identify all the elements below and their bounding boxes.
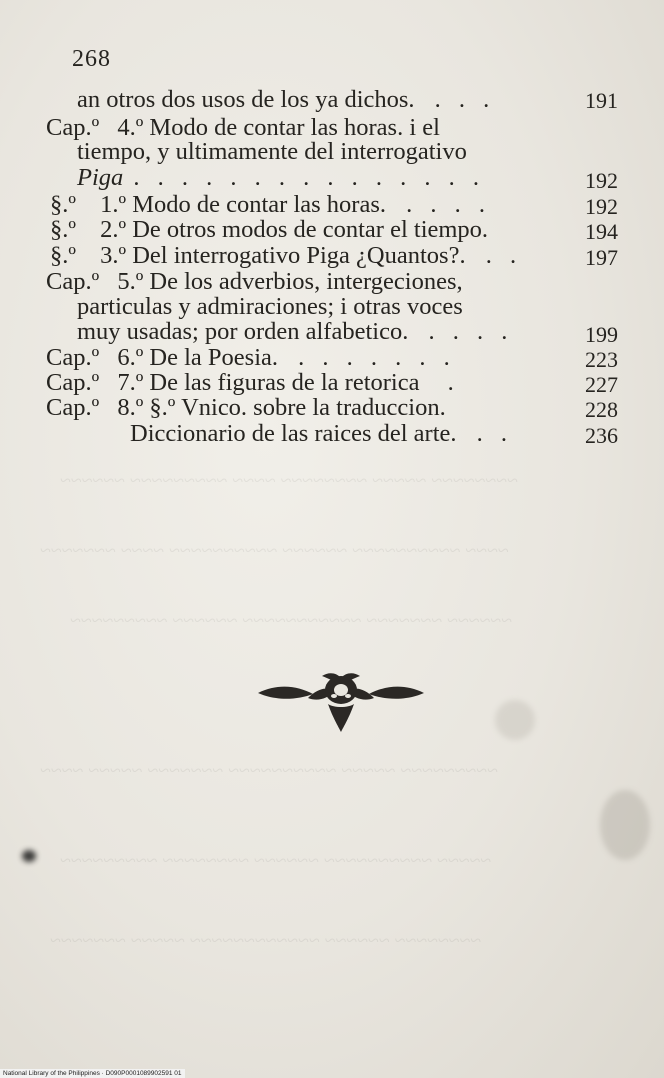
toc-entry-label: §.º bbox=[50, 216, 76, 243]
toc-entry bbox=[77, 140, 467, 164]
toc-entry bbox=[50, 218, 488, 242]
toc-entry bbox=[77, 88, 495, 112]
leader-dots: . . . . bbox=[428, 318, 514, 345]
ink-spot bbox=[22, 850, 36, 862]
show-through-texture: ~~~~ ~~~~~~~~~~ ~~~~~~ ~~~~~~~~~~ ~~~~ ~~~~~~~ bbox=[40, 540, 509, 562]
show-through-texture: ~~~~~~ ~~~~~~~ ~~~~~~~~~~~ ~~~~~~ ~~~~~~~~~ bbox=[70, 610, 512, 632]
toc-page-number: 192 bbox=[585, 194, 618, 219]
show-through-texture: ~~~~~~~~ ~~~~~~ ~~~~~~~~~~~~ ~~~~~ ~~~~~~~ bbox=[50, 930, 482, 952]
toc-entry-label: Cap.º bbox=[46, 344, 100, 371]
toc-page-number: 236 bbox=[585, 423, 618, 448]
toc-entry bbox=[46, 116, 440, 140]
toc-page-number: 227 bbox=[585, 372, 618, 397]
toc-entry bbox=[50, 193, 491, 217]
toc-entry-text: Diccionario de las raices del arte. bbox=[130, 420, 457, 447]
toc-page-number: 199 bbox=[585, 322, 618, 347]
toc-entry bbox=[46, 371, 460, 395]
toc-page-number: 228 bbox=[585, 397, 618, 422]
toc-entry-text: 2.º De otros modos de contar el tiempo. bbox=[100, 216, 489, 243]
toc-entry-label: Cap.º bbox=[46, 114, 100, 141]
toc-entry-text: 1.º Modo de contar las horas. bbox=[100, 191, 386, 218]
toc-entry-text: 4.º Modo de contar las horas. i el bbox=[117, 114, 440, 141]
leader-dots: . bbox=[447, 369, 460, 396]
toc-entry-label: §.º bbox=[50, 191, 76, 218]
toc-entry-text: 6.º De la Poesia. bbox=[117, 344, 278, 371]
toc-page-number: 192 bbox=[585, 168, 618, 193]
toc-entry-text: 3.º Del interrogativo Piga ¿Quantos?. bbox=[100, 242, 466, 269]
toc-entry-text: 7.º De las figuras de la retorica bbox=[117, 369, 420, 396]
toc-entry-text: muy usadas; por orden alfabetico. bbox=[77, 318, 409, 345]
toc-page-number: 223 bbox=[585, 347, 618, 372]
toc-entry-text: an otros dos usos de los ya dichos. bbox=[77, 86, 415, 113]
leader-dots: . . . . . . . . . . . . . . . bbox=[133, 164, 486, 191]
toc-entry-text: Piga bbox=[77, 164, 124, 191]
floral-tailpiece-icon bbox=[258, 668, 424, 734]
toc-entry-text: tiempo, y ultimamente del interrogativo bbox=[77, 138, 467, 165]
toc-entry bbox=[130, 422, 513, 446]
toc-entry-text: particulas y admiraciones; i otras voces bbox=[77, 293, 463, 320]
toc-page-number: 197 bbox=[585, 245, 618, 270]
paper-stain bbox=[600, 790, 650, 860]
toc-entry bbox=[77, 295, 463, 319]
toc-entry bbox=[77, 320, 513, 344]
page-number: 268 bbox=[72, 46, 111, 72]
toc-page-number: 191 bbox=[585, 88, 618, 113]
leader-dots: . . bbox=[485, 242, 523, 269]
toc-entry bbox=[46, 396, 446, 420]
paper-stain bbox=[495, 700, 535, 740]
leader-dots: . . bbox=[476, 420, 514, 447]
leader-dots: . . . bbox=[434, 86, 496, 113]
toc-entry bbox=[46, 270, 463, 294]
toc-entry bbox=[77, 166, 485, 190]
toc-entry-label: §.º bbox=[50, 242, 76, 269]
leader-dots: . . . . bbox=[406, 191, 491, 218]
toc-entry-text: 8.º §.º Vnico. sobre la traduccion. bbox=[117, 394, 446, 421]
toc-entry-label: Cap.º bbox=[46, 394, 100, 421]
toc-entry-label: Cap.º bbox=[46, 268, 100, 295]
toc-entry-text: 5.º De los adverbios, intergeciones, bbox=[117, 268, 463, 295]
toc-page-number: 194 bbox=[585, 219, 618, 244]
toc-entry bbox=[46, 346, 456, 370]
show-through-texture: ~~~~~ ~~~~~~~~~~ ~~~~~~ ~~~~~~~~ ~~~~~~~~~ bbox=[60, 850, 492, 872]
leader-dots: . . . . . . . bbox=[298, 344, 456, 371]
toc-entry bbox=[50, 244, 522, 268]
show-through-texture: ~~~~~~~~~ ~~~~~ ~~~~~~~~~~ ~~~~~~~ ~~~~~ ~~~~ bbox=[40, 760, 498, 782]
show-through-texture: ~~~~~~~~ ~~~~~ ~~~~~~~~ ~~~~ ~~~~~~~~~ ~~~~~~ bbox=[60, 470, 518, 492]
toc-entry-label: Cap.º bbox=[46, 369, 100, 396]
library-footer: National Library of the Philippines · D090P0001089902591 01 bbox=[0, 1069, 185, 1078]
